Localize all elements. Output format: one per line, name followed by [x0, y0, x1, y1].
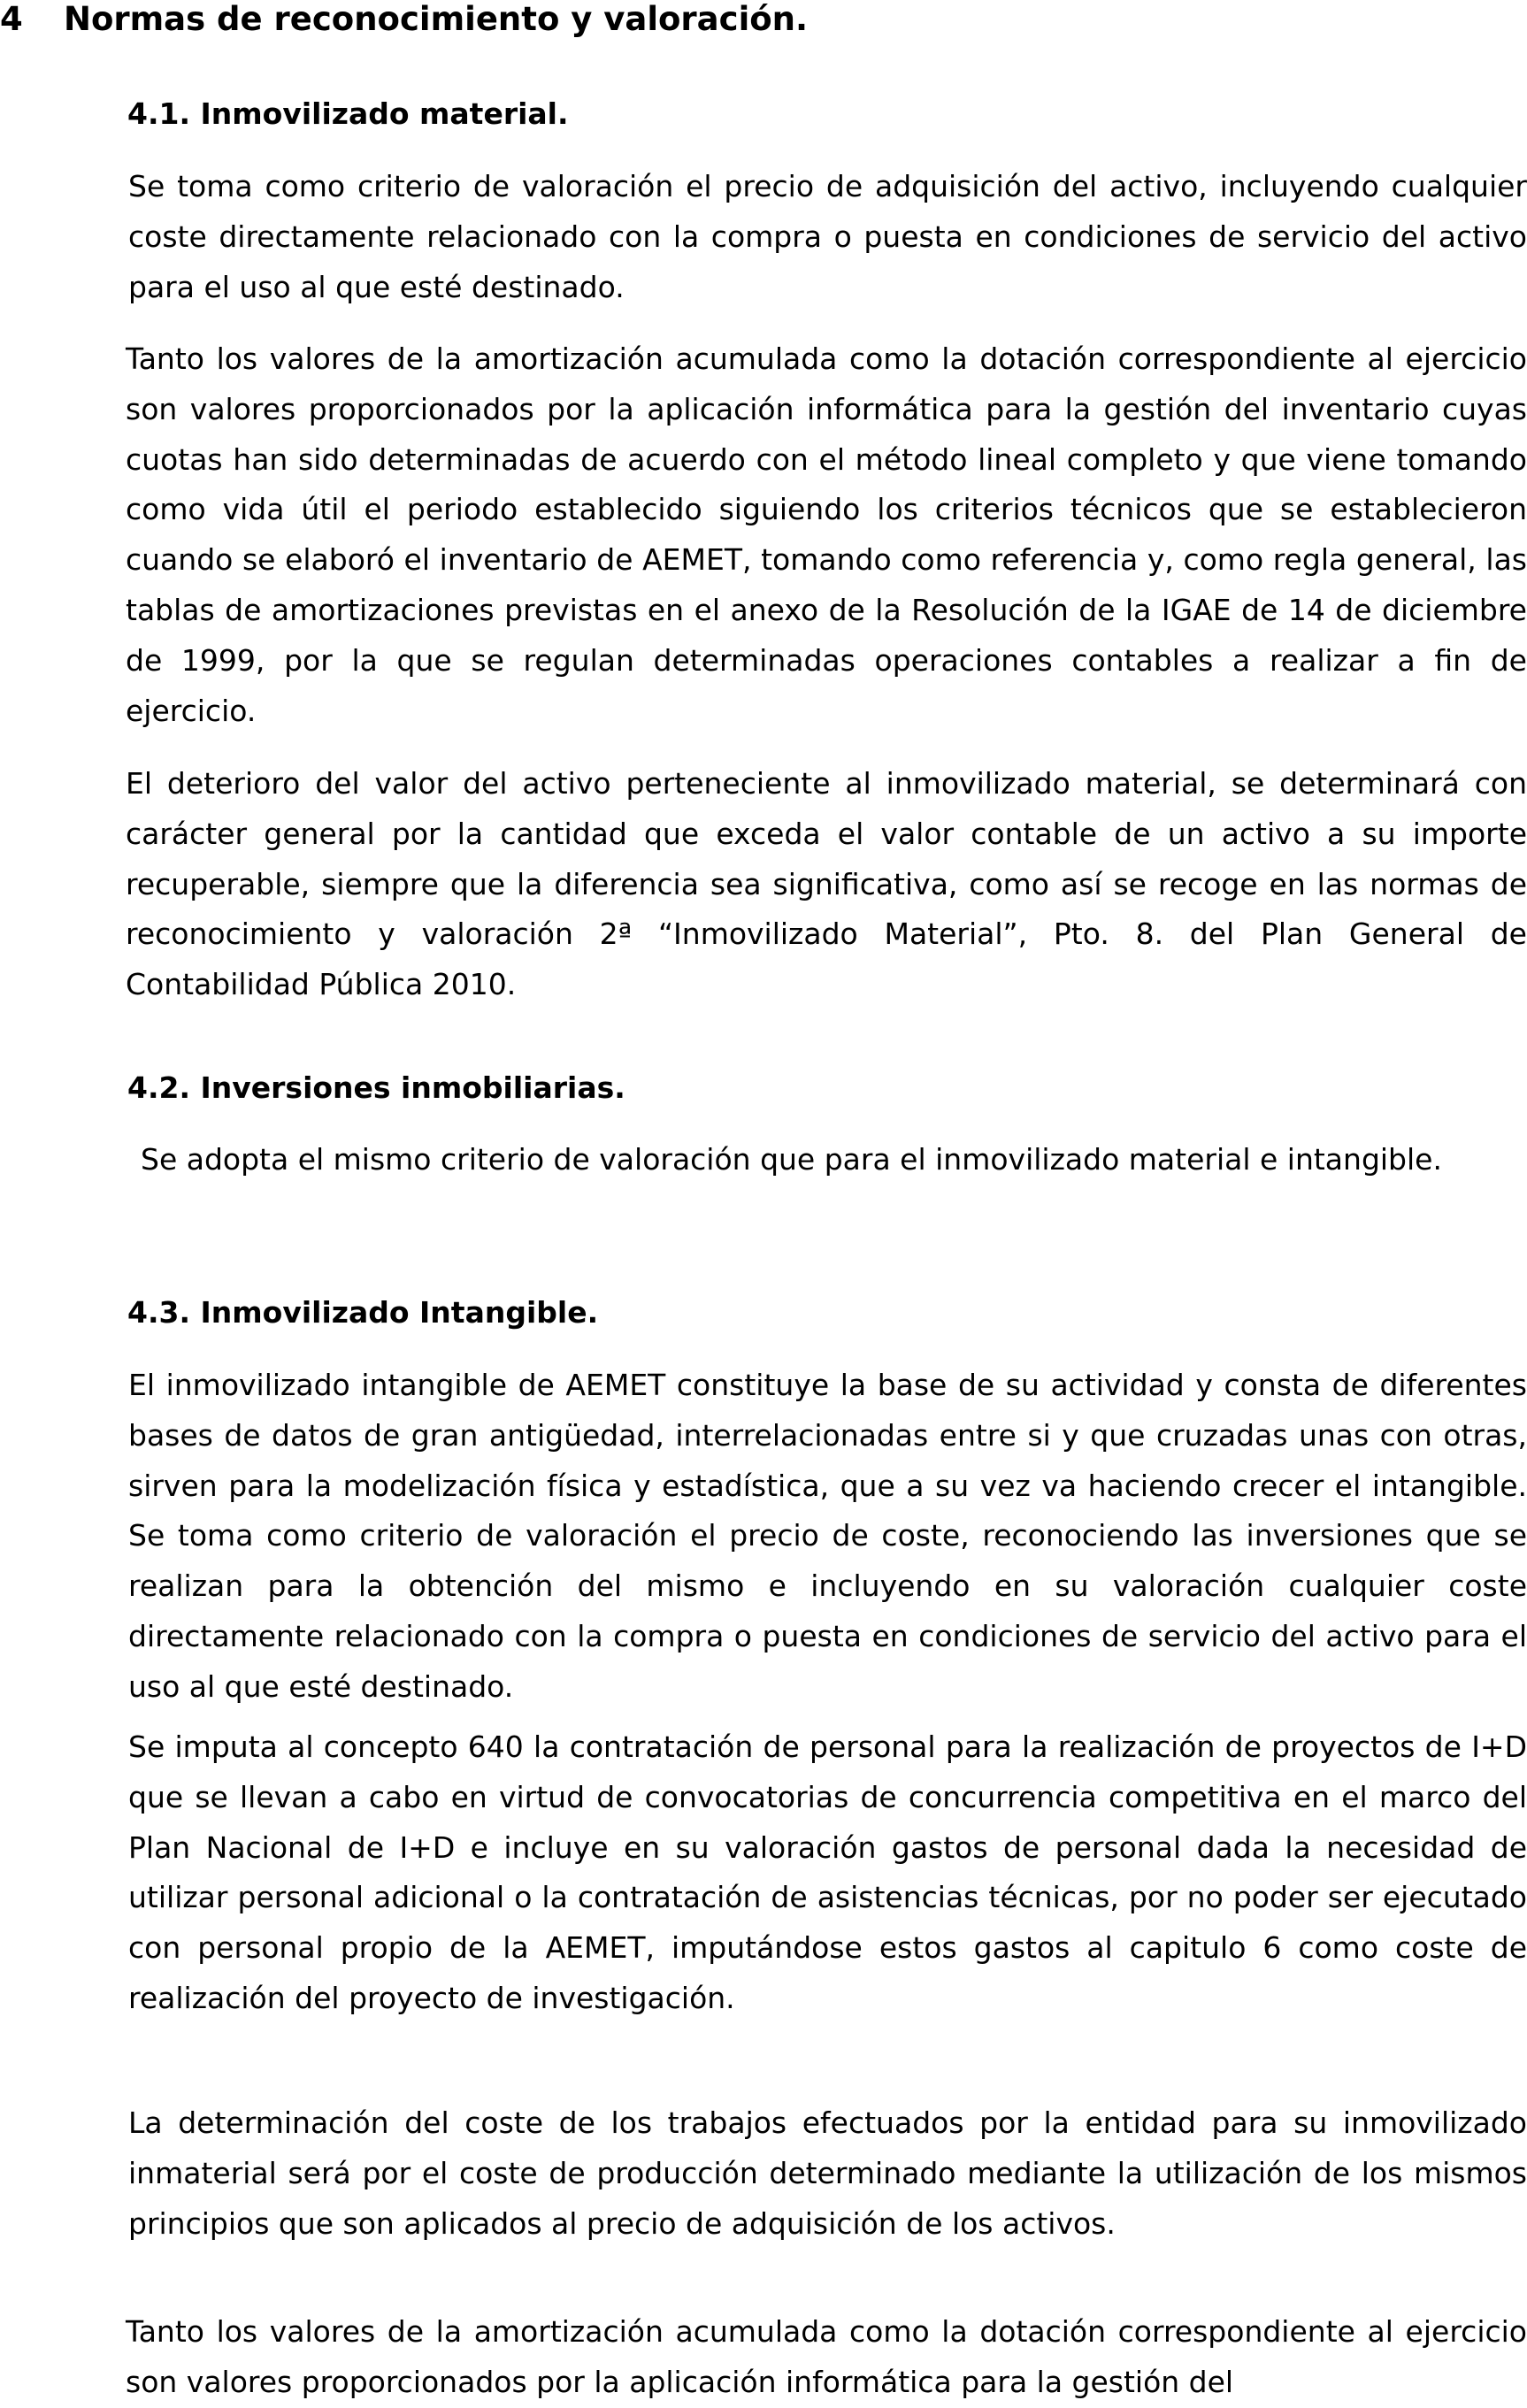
- paragraph-4-3-production-cost: La determinación del coste de los trabajos efectuados por la entidad para su inmovilizado inmaterial será por el coste de producción determinado mediante la utilización de los mismos principios que son aplicados al precio de adquisición de los activos.: [128, 2105, 1527, 2241]
- paragraph-4-3-concept-640: Se imputa al concepto 640 la contratación de personal para la realización de proyectos de I+D que se llevan a cabo en virtud de convocatorias de concurrencia competitiva en el marco del Plan Nacional de I+D e incluye en su valoración gastos de personal dada la necesidad de utilizar personal adicional o la contratación de asistencias técnicas, por no poder ser ejecutado con personal propio de la AEMET, imputándose estos gastos al capitulo 6 como coste de realización del proyecto de investigación.: [128, 1729, 1527, 2015]
- paragraph-4-1-impairment: El deterioro del valor del activo perteneciente al inmovilizado material, se determinará con carácter general por la cantidad que exceda el valor contable de un activo a su importe recuperable, siempre que la diferencia sea significativa, como así se recoge en las normas de reconocimiento y valoración 2ª “Inmovilizado Material”, Pto. 8. del Plan General de Contabilidad Pública 2010.: [126, 766, 1527, 1002]
- paragraph-4-1-amortization: Tanto los valores de la amortización acumulada como la dotación correspondiente al ejercicio son valores proporcionados por la aplicación informática para la gestión del inventario cuyas cuotas han sido determinadas de acuerdo con el método lineal completo y que viene tomando como vida útil el periodo establecido siguiendo los criterios técnicos que se establecieron cuando se elaboró el inventario de AEMET, tomando como referencia y, como regla general, las tablas de amortizaciones previstas en el anexo de la Resolución de la IGAE de 14 de diciembre de 1999, por la que se regulan determinadas operaciones contables a realizar a fin de ejercicio.: [126, 341, 1527, 728]
- paragraph-4-2-criterion: Se adopta el mismo criterio de valoración que para el inmovilizado material e intangible.: [141, 1142, 1442, 1177]
- subsection-title-4-3: 4.3. Inmovilizado Intangible.: [127, 1295, 599, 1330]
- paragraph-4-3-amortization: Tanto los valores de la amortización acumulada como la dotación correspondiente al ejercicio son valores proporcionados por la aplicación informática para la gestión del: [126, 2314, 1527, 2399]
- subsection-title-4-2: 4.2. Inversiones inmobiliarias.: [127, 1070, 625, 1105]
- paragraph-4-1-valuation-criterion: Se toma como criterio de valoración el precio de adquisición del activo, incluyendo cualquier coste directamente relacionado con la compra o puesta en condiciones de servicio del activo para el uso al que esté destinado.: [128, 169, 1527, 304]
- section-number: 4: [0, 0, 23, 38]
- section-title: Normas de reconocimiento y valoración.: [64, 0, 809, 38]
- section-heading: [0, 0, 808, 39]
- subsection-title-4-1: 4.1. Inmovilizado material.: [127, 96, 569, 131]
- paragraph-4-3-intangible-base: El inmovilizado intangible de AEMET constituye la base de su actividad y consta de diferentes bases de datos de gran antigüedad, interrelacionadas entre si y que cruzadas unas con otras, sirven para la modelización física y estadística, que a su vez va haciendo crecer el intangible. Se toma como criterio de valoración el precio de coste, reconociendo las inversiones que se realizan para la obtención del mismo e incluyendo en su valoración cualquier coste directamente relacionado con la compra o puesta en condiciones de servicio del activo para el uso al que esté destinado.: [128, 1368, 1527, 1704]
